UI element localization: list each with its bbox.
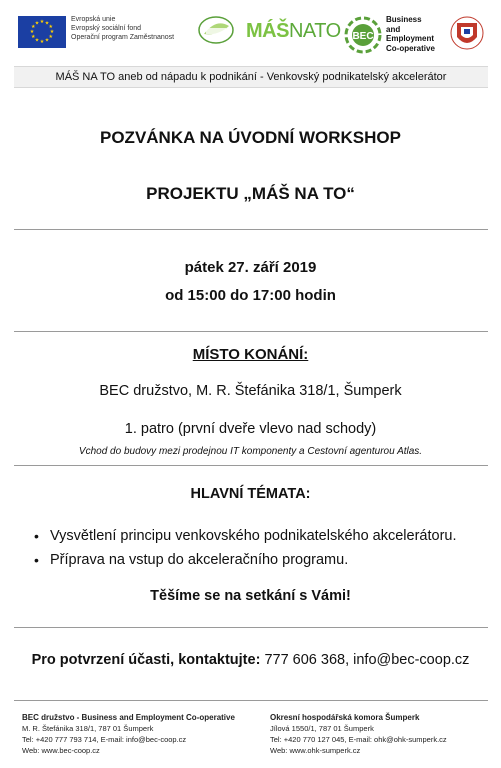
eu-flag-logo [18,16,66,48]
closing-text: Těšíme se na setkání s Vámi! [150,588,351,604]
list-item: • Příprava na vstup do akceleračního programu. [28,548,488,572]
svg-text:★: ★ [44,20,50,27]
bec-text [386,15,435,53]
venue-note: Vchod do budovy mezi prodejnou IT komponenty a Cestovní agenturou Atlas. [78,446,423,457]
svg-text:★: ★ [49,29,55,35]
footer-address: M. R. Štefánika 318/1, 787 01 Šumperk [22,724,154,733]
bec-logo [343,15,383,55]
green-leaf-badge-logo [196,14,236,46]
svg-text:★: ★ [39,19,45,25]
footer-divider [14,700,488,701]
event-time: od 15:00 do 17:00 hodin [165,287,336,304]
footer-right [270,712,447,756]
contact-line [0,652,501,668]
venue-floor: 1. patro (první dveře vlevo nad schody) [124,421,377,437]
contact-value: 777 606 368, info@bec-coop.cz [264,652,470,668]
project-banner: MÁŠ NA TO aneb od nápadu k podnikání - Venkovský podnikatelský akcelerátor [14,66,488,88]
svg-text:★: ★ [31,24,36,30]
svg-text:★: ★ [31,34,36,40]
logo-part: NATO [288,20,341,42]
eu-line: Evropský sociální fond [71,25,142,32]
footer-web: Web: www.bec-coop.cz [22,746,100,755]
venue-heading: MÍSTO KONÁNÍ: [192,346,309,363]
svg-text:★: ★ [48,34,53,40]
bec-line: Business [386,15,422,24]
event-date: pátek 27. září 2019 [184,259,317,276]
bec-line: Employment [386,34,435,43]
footer-contact: Tel: +420 777 793 714, E-mail: info@bec-coop.cz [22,735,187,744]
footer-org-title: Okresní hospodářská komora Šumperk [270,713,420,722]
svg-text:★: ★ [34,20,40,27]
eu-line: Evropská unie [71,16,116,23]
svg-text:★: ★ [48,24,53,30]
footer-org-title: BEC družstvo - Business and Employment Co-operative [22,713,235,722]
page-subtitle: PROJEKTU „MÁŠ NA TO“ [146,184,355,203]
svg-text:★: ★ [34,37,40,44]
contact-label: Pro potvrzení účasti, kontaktujte: [31,652,261,668]
svg-text:★: ★ [44,37,50,44]
eu-line: Operační program Zaměstnanost [71,34,175,41]
logo-part: MÁŠ [246,20,289,42]
eu-text [71,15,196,42]
chamber-crest-logo [449,13,485,55]
svg-text:★: ★ [29,29,35,35]
masnato-logo [246,20,341,43]
bec-line: and [386,24,401,34]
divider [14,331,488,332]
topics-list [28,524,488,572]
venue-address: BEC družstvo, M. R. Štefánika 318/1, Šumperk [99,383,402,399]
footer-left [22,712,235,756]
divider [14,229,488,230]
divider [14,465,488,466]
topics-heading: HLAVNÍ TÉMATA: [190,486,311,502]
divider [14,627,488,628]
footer-address: Jílová 1550/1, 787 01 Šumperk [270,724,374,733]
list-item: • Vysvětlení principu venkovského podnikatelského akcelerátoru. [28,524,488,548]
bec-line: Co-operative [386,43,435,53]
page-title: POZVÁNKA NA ÚVODNÍ WORKSHOP [100,128,401,147]
svg-text:★: ★ [39,39,45,45]
footer-web: Web: www.ohk-sumperk.cz [270,746,361,755]
svg-text:BEC: BEC [352,31,374,42]
footer-contact: Tel: +420 770 127 045, E-mail: ohk@ohk-sumperk.cz [270,735,447,744]
